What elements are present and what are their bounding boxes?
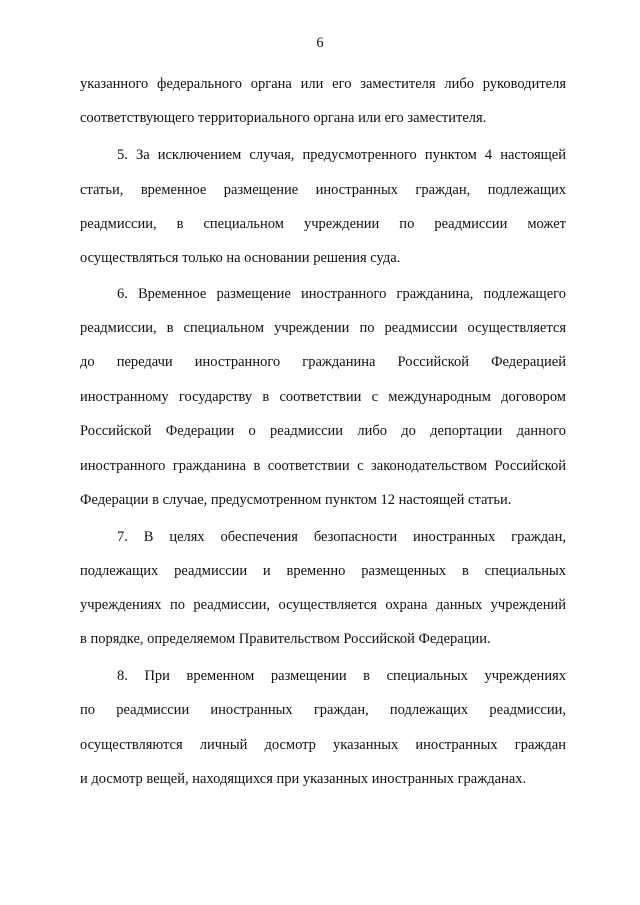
paragraph-6-line: Федерации в случае, предусмотренном пунктом 12 настоящей статьи. bbox=[80, 492, 512, 508]
paragraph-7-line: подлежащих реадмиссии и временно размещенных в специальных bbox=[80, 563, 566, 579]
paragraph-7-line: в порядке, определяемом Правительством Российской Федерации. bbox=[80, 631, 491, 647]
page-number: 6 bbox=[316, 35, 324, 51]
paragraph-8-line: и досмотр вещей, находящихся при указанных иностранных гражданах. bbox=[80, 771, 527, 787]
text-line: указанного федерального органа или его заместителя либо руководителя bbox=[80, 76, 566, 92]
paragraph-8-line: по реадмиссии иностранных граждан, подлежащих реадмиссии, bbox=[80, 702, 566, 718]
paragraph-7-line: 7. В целях обеспечения безопасности иностранных граждан, bbox=[117, 529, 566, 545]
paragraph-6-line: Российской Федерации о реадмиссии либо до депортации данного bbox=[80, 423, 566, 439]
paragraph-6-line: иностранному государству в соответствии с международным договором bbox=[80, 389, 566, 405]
paragraph-5-line: реадмиссии, в специальном учреждении по реадмиссии может bbox=[80, 216, 566, 232]
paragraph-5-line: статьи, временное размещение иностранных граждан, подлежащих bbox=[80, 182, 566, 198]
paragraph-6-line: до передачи иностранного гражданина Российской Федерацией bbox=[80, 354, 566, 370]
paragraph-6-line: реадмиссии, в специальном учреждении по реадмиссии осуществляется bbox=[80, 320, 566, 336]
text-line: соответствующего территориального органа или его заместителя. bbox=[80, 110, 487, 126]
paragraph-8-line: 8. При временном размещении в специальных учреждениях bbox=[117, 668, 566, 684]
paragraph-6-line: иностранного гражданина в соответствии с законодательством Российской bbox=[80, 458, 566, 474]
paragraph-8-line: осуществляются личный досмотр указанных иностранных граждан bbox=[80, 737, 566, 753]
paragraph-5-line: осуществляться только на основании решения суда. bbox=[80, 250, 401, 266]
paragraph-6-line: 6. Временное размещение иностранного гражданина, подлежащего bbox=[117, 286, 566, 302]
paragraph-7-line: учреждениях по реадмиссии, осуществляется охрана данных учреждений bbox=[80, 597, 566, 613]
paragraph-5-line: 5. За исключением случая, предусмотренного пунктом 4 настоящей bbox=[117, 147, 566, 163]
